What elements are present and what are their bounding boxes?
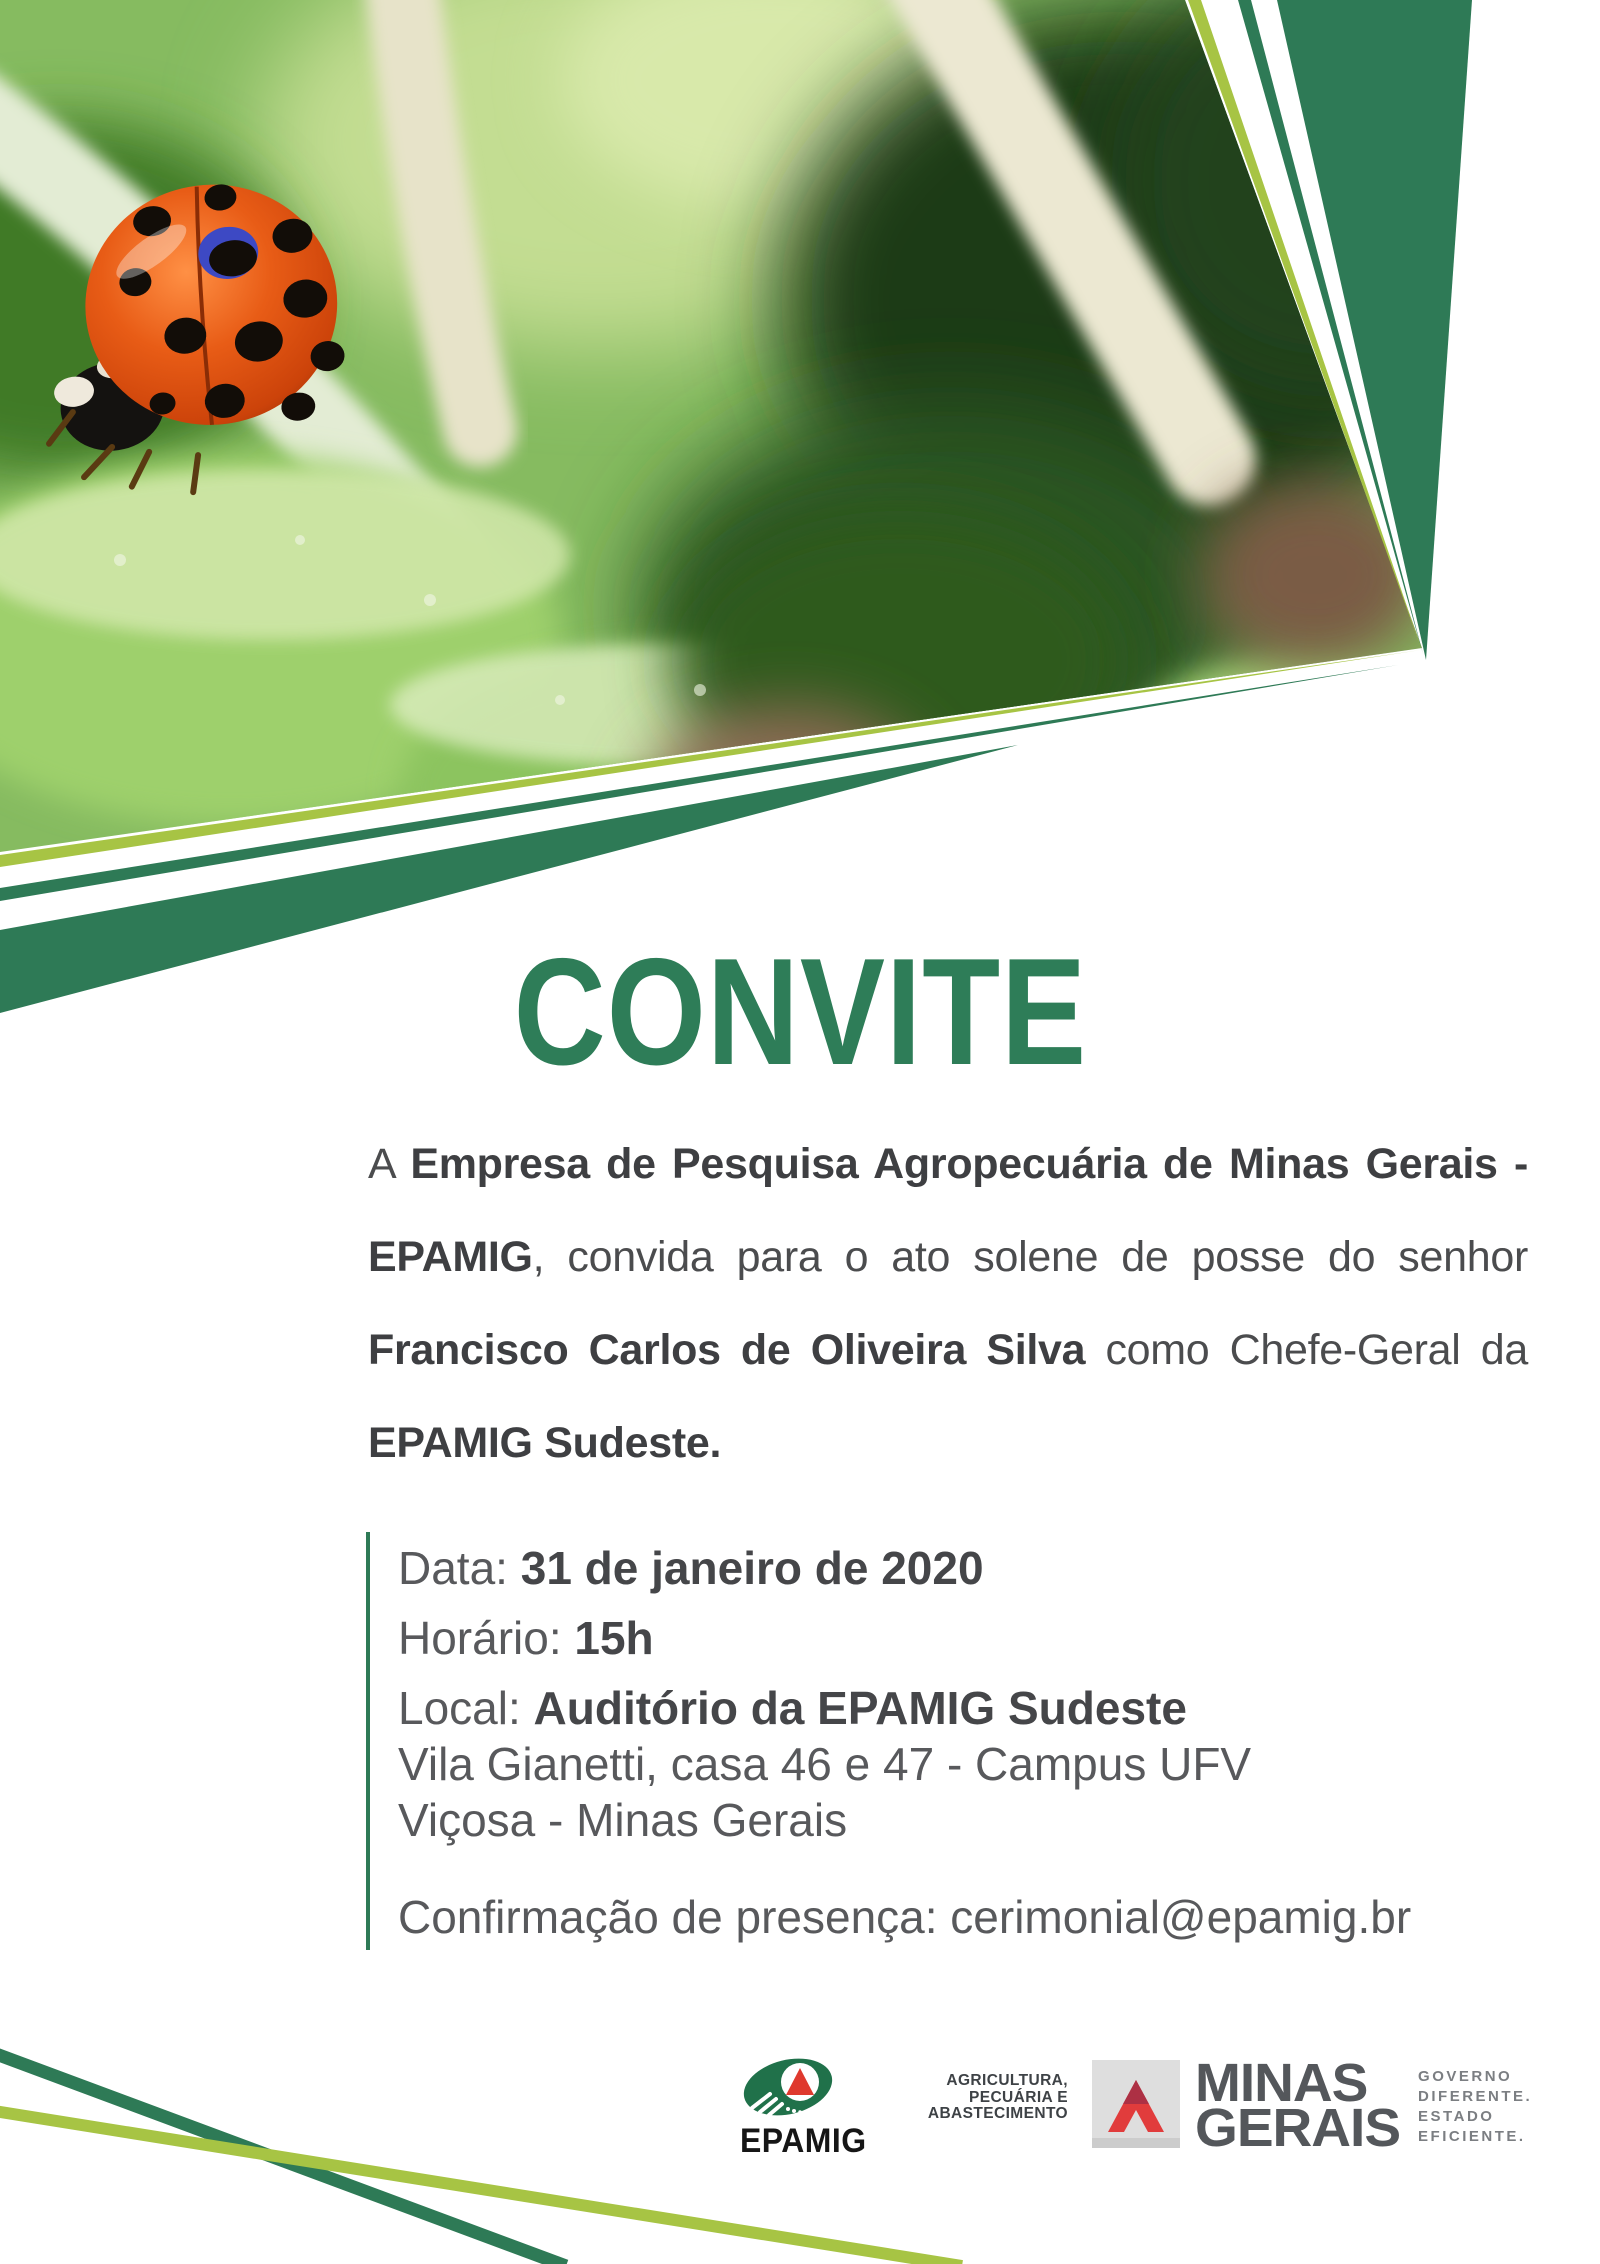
header-photo-collage [0, 0, 1600, 1020]
ministry-line: ABASTECIMENTO [927, 2105, 1068, 2122]
tagline-line: GOVERNO [1418, 2068, 1513, 2085]
page-title-text: CONVITE [513, 927, 1087, 1097]
tagline-line: ESTADO [1418, 2108, 1495, 2125]
place-value: Auditório da EPAMIG Sudeste [533, 1682, 1187, 1734]
honoree-name: Francisco Carlos de Oliveira Silva [368, 1326, 1086, 1374]
event-address-line2: Viçosa - Minas Gerais [398, 1794, 848, 1846]
event-place [398, 1682, 1498, 1735]
unit-name: EPAMIG Sudeste. [368, 1419, 722, 1467]
event-time [398, 1612, 1498, 1665]
intro-role: como Chefe-Geral da [1085, 1326, 1529, 1374]
event-address-line1: Vila Gianetti, casa 46 e 47 - Campus UFV [398, 1738, 1252, 1790]
date-label: Data: [398, 1542, 521, 1594]
mg-word-line2: GERAIS [1195, 2098, 1401, 2158]
ministry-line: AGRICULTURA, [946, 2072, 1068, 2089]
rsvp-line: Confirmação de presença: cerimonial@epamig.br [398, 1891, 1412, 1943]
event-details [366, 1532, 1498, 1950]
bottom-accent-lines [0, 2034, 1600, 2264]
time-label: Horário: [398, 1612, 575, 1664]
epamig-wordmark: EPAMIG [740, 2122, 867, 2160]
tagline-line: DIFERENTE. [1418, 2088, 1533, 2105]
invitation-text [368, 1118, 1528, 1490]
mg-word-line1: MINAS [1195, 2053, 1368, 2113]
page-title [0, 927, 1600, 1097]
event-date [398, 1542, 1498, 1595]
ministry-line: PECUÁRIA E [968, 2088, 1068, 2106]
intro-prefix: A [368, 1140, 411, 1188]
intro-invite: , convida para o ato solene de posse do senhor [532, 1233, 1528, 1281]
time-value: 15h [574, 1612, 654, 1664]
company-name: Empresa de Pesquisa Agropecuária de Minas Gerais - EPAMIG [368, 1140, 1528, 1281]
place-label: Local: [398, 1682, 534, 1734]
tagline-line: EFICIENTE. [1418, 2128, 1526, 2145]
date-value: 31 de janeiro de 2020 [520, 1542, 984, 1594]
